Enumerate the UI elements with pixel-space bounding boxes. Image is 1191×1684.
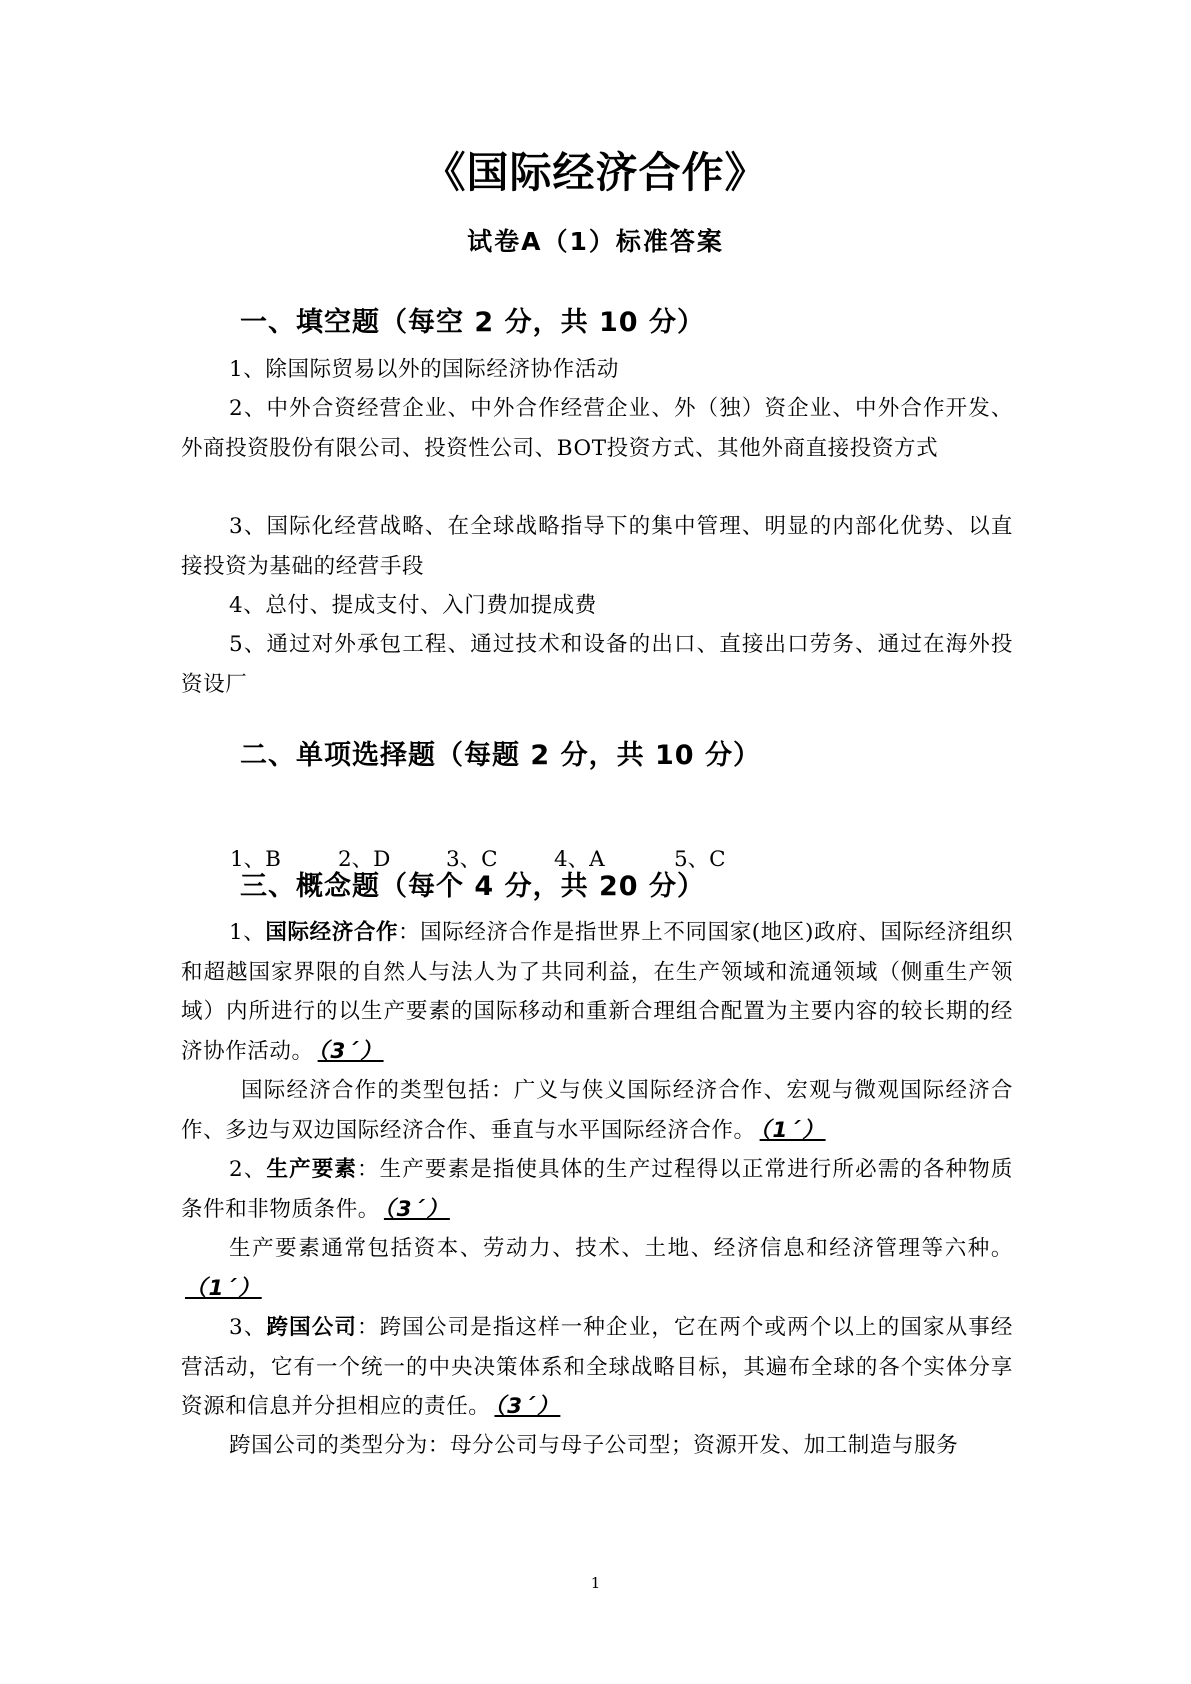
concept-definition: ：生产要素是指使具体的生产过程得以正常进行所必需的各种物质条件和非物质条件。 — [181, 1157, 1014, 1222]
concept-types: 跨国公司的类型分为：母分公司与母子公司型；资源开发、加工制造与服务 — [229, 1433, 959, 1458]
document-subtitle: 试卷A（1）标准答案 — [467, 227, 724, 256]
answer-1: 1、B — [230, 847, 281, 872]
concept-number: 1、 — [229, 920, 266, 945]
section1-item-2: 2、中外合资经营企业、中外合作经营企业、外（独）资企业、中外合作开发、外商投资股份有限公司、投资性公司、BOT投资方式、其他外商直接投资方式 — [181, 396, 1013, 461]
answer-3: 3、C — [446, 847, 498, 872]
score-mark: （1´） — [759, 1117, 826, 1143]
concept-number: 3、 — [229, 1315, 267, 1340]
page-number: 1 — [590, 1574, 601, 1592]
answer-4: 4、A — [554, 847, 605, 872]
score-mark: （3´） — [383, 1196, 450, 1222]
section1-item-5: 5、通过对外承包工程、通过技术和设备的出口、直接出口劳务、通过在海外投资设厂 — [181, 632, 1013, 697]
concept-types: 生产要素通常包括资本、劳动力、技术、土地、经济信息和经济管理等六种。 — [229, 1236, 1013, 1261]
concept-term: 国际经济合作 — [265, 920, 399, 945]
section1-item-3: 3、国际化经营战略、在全球战略指导下的集中管理、明显的内部化优势、以直接投资为基础的经营手段 — [181, 514, 1013, 579]
section1-item-1: 1、除国际贸易以外的国际经济协作活动 — [229, 357, 619, 382]
concept-definition: ：跨国公司是指这样一种企业，它在两个或两个以上的国家从事经营活动，它有一个统一的中央决策体系和全球战略目标，其遍布全球的各个实体分享资源和信息并分担相应的责任。 — [181, 1315, 1014, 1420]
section2-heading: 二、单项选择题（每题 2 分，共 10 分） — [240, 740, 761, 771]
concept-item-3-types — [181, 1426, 1013, 1466]
concept-item-2 — [181, 1150, 1013, 1229]
concept-definition: ：国际经济合作是指世界上不同国家(地区)政府、国际经济组织和超越国家界限的自然人与法人为了共同利益，在生产领域和流通领域（侧重生产领域）内所进行的以生产要素的国际移动和重新合理组合配置为主要内容的较长期的经济协作活动。 — [181, 920, 1013, 1064]
concept-item-3 — [181, 1308, 1013, 1427]
document-title: 《国际经济合作》 — [423, 148, 768, 197]
concept-types: 国际经济合作的类型包括：广义与侠义国际经济合作、宏观与微观国际经济合作、多边与双边国际经济合作、垂直与水平国际经济合作。 — [181, 1078, 1013, 1143]
score-mark: （1´） — [185, 1275, 262, 1301]
concept-number: 2、 — [229, 1157, 267, 1182]
section1-item-4: 4、总付、提成支付、入门费加提成费 — [229, 593, 597, 618]
answer-5: 5、C — [674, 847, 726, 872]
concept-item-2-types — [181, 1229, 1013, 1308]
concept-item-1-types — [181, 1071, 1013, 1150]
section3-heading: 三、概念题（每个 4 分，共 20 分） — [240, 871, 705, 902]
score-mark: （3´） — [494, 1394, 561, 1420]
section1-heading: 一、填空题（每空 2 分，共 10 分） — [240, 307, 705, 338]
score-mark: （3´） — [317, 1038, 384, 1064]
concept-term: 生产要素 — [266, 1157, 358, 1182]
concept-item-1 — [181, 913, 1013, 1071]
concept-term: 跨国公司 — [266, 1315, 358, 1340]
answer-2: 2、D — [338, 847, 391, 872]
